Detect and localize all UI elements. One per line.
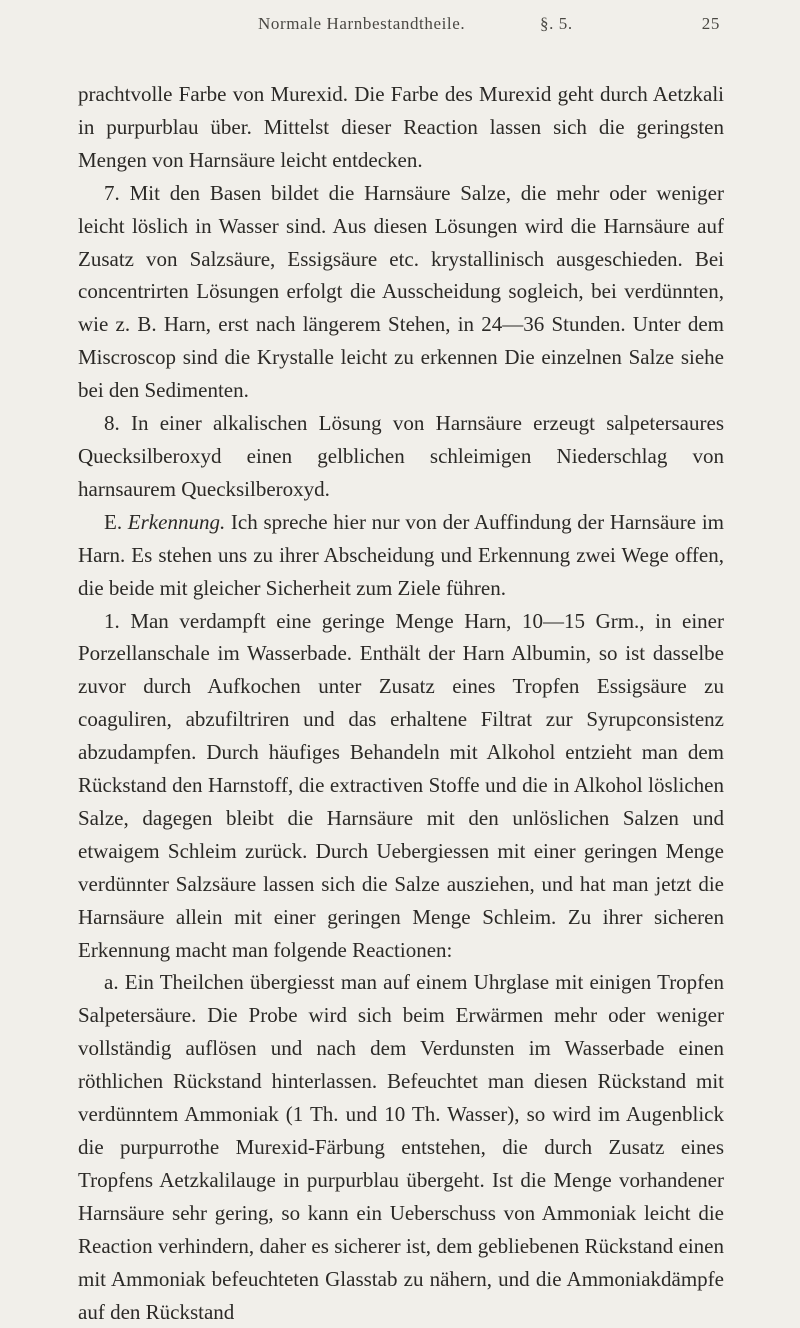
paragraph-item-8: 8. In einer alkalischen Lösung von Harnsäure erzeugt salpetersaures Quecksilberoxyd einen gelblichen schleimigen Niederschlag von harnsaurem Quecksilberoxyd. (78, 411, 724, 501)
paragraph-item-a: a. Ein Theilchen übergiesst man auf einem Uhrglase mit einigen Tropfen Salpetersäure. Die Probe wird sich beim Erwärmen mehr oder weniger vollständig auflösen und nach dem Verdunsten im Wasserbade einen röthlichen Rückstand hinterlassen. Befeuchtet man diesen Rückstand mit verdünntem Ammoniak (1 Th. und 10 Th. Wasser), so wird im Augenblick die purpurrothe Murexid-Färbung entstehen, die durch Zusatz eines Tropfens Aetzkalilauge in purpurblau übergeht. Ist die Menge vorhandener Harnsäure sehr gering, so kann ein Ueberschuss von Ammoniak leicht die Reaction verhindern, daher es sicherer ist, dem gebliebenen Rückstand einen mit Ammoniak befeuchteten Glasstab zu nähern, und die Ammoniakdämpfe auf den Rückstand (78, 970, 724, 1324)
body-text (78, 78, 724, 1328)
paragraph-continuation: prachtvolle Farbe von Murexid. Die Farbe des Murexid geht durch Aetzkali in purpurblau über. Mittelst dieser Reaction lassen sich die geringsten Mengen von Harnsäure leicht entdecken. (78, 82, 724, 172)
paragraph-item-7: 7. Mit den Basen bildet die Harnsäure Salze, die mehr oder weniger leicht löslich in Wasser sind. Aus diesen Lösungen wird die Harnsäure auf Zusatz von Salzsäure, Essigsäure etc. krystallinisch ausgeschieden. Bei concentrirten Lösungen erfolgt die Ausscheidung sogleich, bei verdünnten, wie z. B. Harn, erst nach längerem Stehen, in 24—36 Stunden. Unter dem Miscroscop sind die Krystalle leicht zu erkennen Die einzelnen Salze siehe bei den Sedimenten. (78, 180, 724, 403)
section-number: §. 5. (540, 14, 573, 33)
section-label: E. (104, 509, 123, 534)
section-heading: Erkennung. (127, 509, 226, 534)
running-title: Normale Harnbestandtheile. (258, 14, 466, 33)
section-text: Ich spreche hier nur von der Auffindung der Harnsäure im Harn. Es stehen uns zu ihrer Abscheidung und Erkennung zwei Wege offen, die beide mit gleicher Sicherheit zum Ziele führen. (78, 509, 724, 600)
page-number: 25 (701, 14, 720, 33)
running-header (78, 14, 720, 40)
paragraph-section-e (78, 506, 724, 605)
paragraph-item-1: 1. Man verdampft eine geringe Menge Harn, 10—15 Grm., in einer Porzellanschale im Wasserbade. Enthält der Harn Albumin, so ist dasselbe zuvor durch Aufkochen unter Zusatz eines Tropfen Essigsäure zu coaguliren, abzufiltriren und das erhaltene Filtrat zur Syrupconsistenz abzudampfen. Durch häufiges Behandeln mit Alkohol entzieht man dem Rückstand den Harnstoff, die extractiven Stoffe und die in Alkohol löslichen Salze, dagegen bleibt die Harnsäure mit den unlöslichen Salzen und etwaigem Schleim zurück. Durch Uebergiessen mit einer geringen Menge verdünnter Salzsäure lassen sich die Salze ausziehen, und hat man jetzt die Harnsäure allein mit einer geringen Menge Schleim. Zu ihrer sicheren Erkennung macht man folgende Reactionen: (78, 608, 724, 962)
